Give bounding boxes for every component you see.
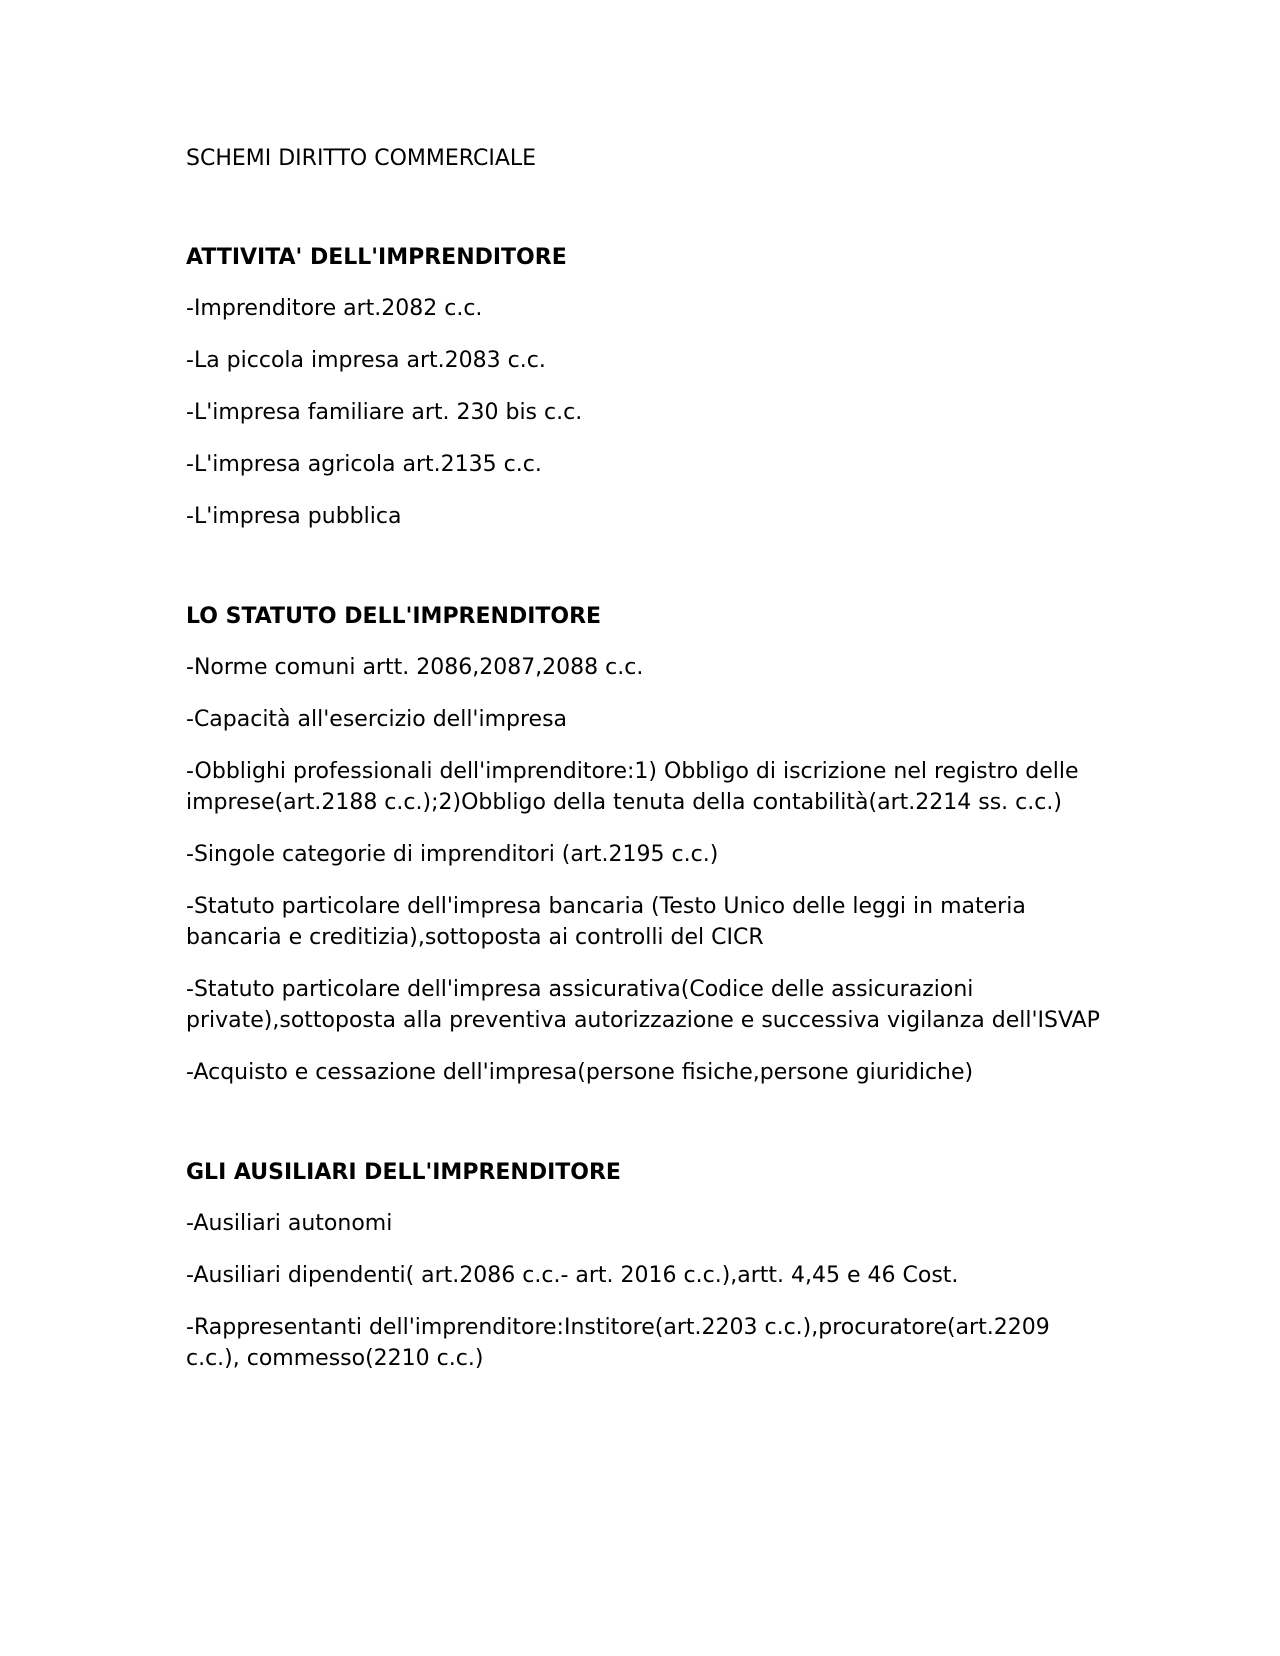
section-heading: ATTIVITA' DELL'IMPRENDITORE <box>186 245 567 270</box>
section-statuto <box>186 602 1106 1088</box>
section-attivita <box>186 243 1106 532</box>
document-body <box>186 143 1106 1374</box>
list-item: -Statuto particolare dell'impresa bancaria (Testo Unico delle leggi in materia bancaria e creditizia),sottoposta ai controlli del CICR <box>186 894 1026 950</box>
list-item: -L'impresa familiare art. 230 bis c.c. <box>186 400 583 425</box>
section-ausiliari <box>186 1158 1106 1374</box>
document-title: SCHEMI DIRITTO COMMERCIALE <box>186 146 537 171</box>
list-item: -Norme comuni artt. 2086,2087,2088 c.c. <box>186 655 644 680</box>
list-item: -Statuto particolare dell'impresa assicurativa(Codice delle assicurazioni private),sottoposta alla preventiva autorizzazione e successiva vigilanza dell'ISVAP <box>186 977 1100 1033</box>
list-item: -L'impresa pubblica <box>186 504 402 529</box>
list-item: -Ausiliari dipendenti( art.2086 c.c.- art. 2016 c.c.),artt. 4,45 e 46 Cost. <box>186 1263 959 1288</box>
list-item: -Acquisto e cessazione dell'impresa(persone fisiche,persone giuridiche) <box>186 1060 974 1085</box>
list-item: -Rappresentanti dell'imprenditore:Institore(art.2203 c.c.),procuratore(art.2209 c.c.), commesso(2210 c.c.) <box>186 1315 1050 1371</box>
list-item: -L'impresa agricola art.2135 c.c. <box>186 452 542 477</box>
section-heading: GLI AUSILIARI DELL'IMPRENDITORE <box>186 1160 621 1185</box>
list-item: -Capacità all'esercizio dell'impresa <box>186 707 568 732</box>
list-item: -Singole categorie di imprenditori (art.2195 c.c.) <box>186 842 719 867</box>
list-item: -Obblighi professionali dell'imprenditore:1) Obbligo di iscrizione nel registro delle imprese(art.2188 c.c.);2)Obbligo della tenuta della contabilità(art.2214 ss. c.c.) <box>186 759 1079 815</box>
list-item: -Imprenditore art.2082 c.c. <box>186 296 483 321</box>
section-heading: LO STATUTO DELL'IMPRENDITORE <box>186 604 602 629</box>
list-item: -La piccola impresa art.2083 c.c. <box>186 348 546 373</box>
list-item: -Ausiliari autonomi <box>186 1211 393 1236</box>
